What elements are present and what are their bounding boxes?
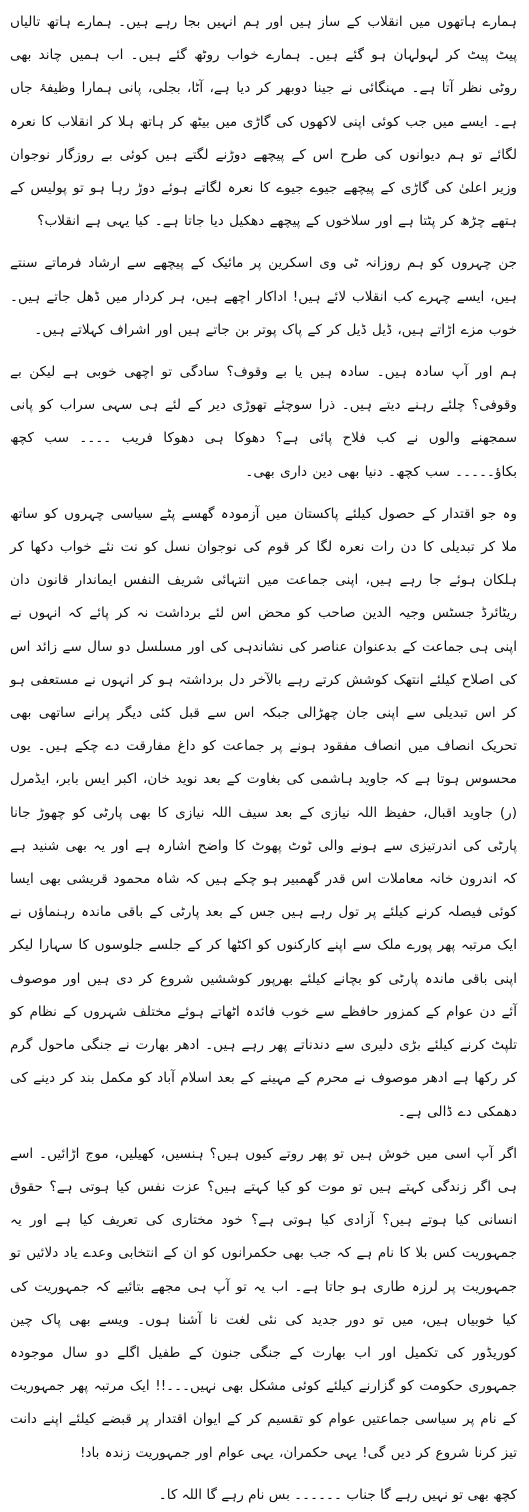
paragraph-2: جن چہروں کو ہم روزانہ ٹی وی اسکرین پر مائیک کے پیچھے سے ارشاد فرماتے سنتے ہیں، ایسے چہرے کب انقلاب لائے ہیں! اداکار اچھے ہیں، ہر کردار میں ڈھل جاتے ہیں۔ خوب مزے اڑاتے ہیں، ڈیل ڈیل کر کے پاک پوتر بن جاتے ہیں اور اشراف کہلاتے ہیں۔ [10, 255, 517, 338]
closing-line: کچھ بھی تو نہیں رہے گا جناب ۔۔۔۔۔۔ بس نام رہے گا اللہ کا۔ [158, 1486, 517, 1503]
article-body [10, 6, 517, 1512]
paragraph-3: ہم اور آپ سادہ ہیں۔ سادہ ہیں یا بے وقوف؟ سادگی تو اچھی خوبی ہے لیکن بے وقوفی؟ چلئے رہنے دیتے ہیں۔ ذرا سوچئے تھوڑی دیر کے لئے ہی سہی سراب کو پانی سمجھنے والوں نے کب فلاح پائی ہے؟ دھوکا ہی دھوکا فریب ۔۔۔۔ سب کچھ بکاؤ۔۔۔۔۔ سب کچھ۔ دنیا بھی دین داری بھی۔ [10, 364, 517, 480]
paragraph-1: ہمارے ہاتھوں میں انقلاب کے ساز ہیں اور ہم انہیں بجا رہے ہیں۔ ہمارے ہاتھ تالیاں پیٹ پیٹ کر لہولہان ہو گئے ہیں۔ ہمارے خواب روٹھ گئے ہیں۔ اب ہمیں چاند بھی روٹی نظر آتا ہے۔ مہنگائی نے جینا دوبھر کر دیا ہے، آٹا، بجلی، پانی ہمارا وظیفۂ جاں ہے۔ ایسے میں جب کوئی اپنی لاکھوں کی گاڑی میں بیٹھ کر ہاتھ ہلا کر انقلاب کا نعرہ لگائے تو ہم دیوانوں کی طرح اس کے پیچھے دوڑنے لگتے ہیں کوئی بے روزگار نوجوان وزیر اعلیٰ کی گاڑی کے پیچھے جیوے جیوے کا نعرہ لگاتے ہوئے دوڑ رہا ہو تو پولیس کے ہتھے چڑھ کر پٹتا ہے اور سلاخوں کے پیچھے دھکیل دیا جاتا ہے۔ کیا یہی ہے انقلاب؟ [10, 14, 517, 230]
paragraph-4: وہ جو اقتدار کے حصول کیلئے پاکستان میں آزمودہ گھسے پٹے سیاسی چہروں کو ساتھ ملا کر تبدیلی کا دن رات نعرہ لگا کر قوم کی نوجوان نسل کو نت نئے خواب دکھا کر ہلکان ہوئے جا رہے ہیں، اپنی جماعت میں انتہائی شریف النفس ایماندار قانون دان ریٹائرڈ جسٹس وجیہ الدین صاحب کو محض اس لئے برداشت نہ کر پائے کہ انہوں نے اپنی ہی جماعت کے بدعنوان عناصر کی نشاندہی کی اور مسلسل دو سال سے زائد اس کی اصلاح کیلئے انتھک کوشش کرتے رہے بالآخر دل برداشتہ ہو کر انہوں نے مستعفی ہو کر اس تبدیلی سے اپنی جان چھڑالی جبکہ اس سے قبل کئی دیگر پرانے ساتھی بھی تحریک انصاف میں انصاف مفقود ہونے پر جماعت کو داغ مفارقت دے چکے ہیں۔ یوں محسوس ہوتا ہے کہ جاوید ہاشمی کی بغاوت کے بعد نوید خان، اکبر ایس بابر، ایڈمرل (ر) جاوید اقبال، حفیظ اللہ نیازی کے بعد سیف اللہ نیازی کا بھی پارٹی کو چھوڑ جانا پارٹی کی اندرتیزی سے ہونے والی ٹوٹ پھوٹ کا واضح اشارہ ہے اور یہ بھی شنید ہے کہ اندرون خانہ معاملات اس قدر گھمبیر ہو چکے ہیں کہ شاہ محمود قریشی بھی ایسا کوئی فیصلہ کرنے کیلئے پر تول رہے ہیں جس کے بعد پارٹی کے باقی ماندہ رہنماؤں نے ایک مرتبہ پھر پورے ملک سے اپنے کارکنوں کو اکٹھا کر کے جلسے جلوسوں کا سہارا لیکر اپنی باقی ماندہ پارٹی کو بچانے کیلئے بھرپور کوششیں شروع کر دی ہیں اور موصوف آئے دن عوام کے کمزور حافظے سے خوب فائدہ اٹھاتے ہوئے مختلف شہروں کے نظام کو تلپٹ کرنے کیلئے بڑی دلیری سے دندناتے پھر رہے ہیں۔ ادھر بھارت نے جنگی ماحول گرم کر رکھا ہے ادھر موصوف نے محرم کے مہینے کے بعد اسلام آباد کو مکمل بند کر دینے کی دھمکی دے ڈالی ہے۔ [10, 505, 517, 1120]
paragraph-5: اگر آپ اسی میں خوش ہیں تو پھر روتے کیوں ہیں؟ ہنسیں، کھیلیں، موج اڑائیں۔ اسے ہی اگر زندگی کہتے ہیں تو موت کو کیا کہتے ہیں؟ عزت نفس کیا ہوتی ہے؟ حقوق انسانی کیا ہوتے ہیں؟ آزادی کیا ہوتی ہے؟ خود مختاری کی تعریف کیا ہے اور یہ جمہوریت کس بلا کا نام ہے کہ جب بھی حکمرانوں کو ان کے انتخابی وعدے یاد دلائیں تو جمہوریت پر لرزہ طاری ہو جاتا ہے۔ اب یہ تو آپ ہی مجھے بتائیے کہ جمہوریت کی کیا خوبیاں ہیں، میں تو دور جدید کی نئی لغت نا آشنا ہوں۔ ویسے بھی پاک چین کوریڈور کی تکمیل اور اب بھارت کے جنگی جنون کے طفیل اگلے دو سال موجودہ جمہوری حکومت کو گزارنے کیلئے کوئی مشکل بھی نہیں۔۔۔!! ایک مرتبہ پھر جمہوریت کے نام پر سیاسی جماعتیں عوام کو تقسیم کر کے ایوان اقتدار پر قبضے کیلئے اپنے دانت تیز کرنا شروع کر دیں گی! یہی حکمران، یہی عوام اور جمہوریت زندہ باد! [10, 1145, 517, 1461]
